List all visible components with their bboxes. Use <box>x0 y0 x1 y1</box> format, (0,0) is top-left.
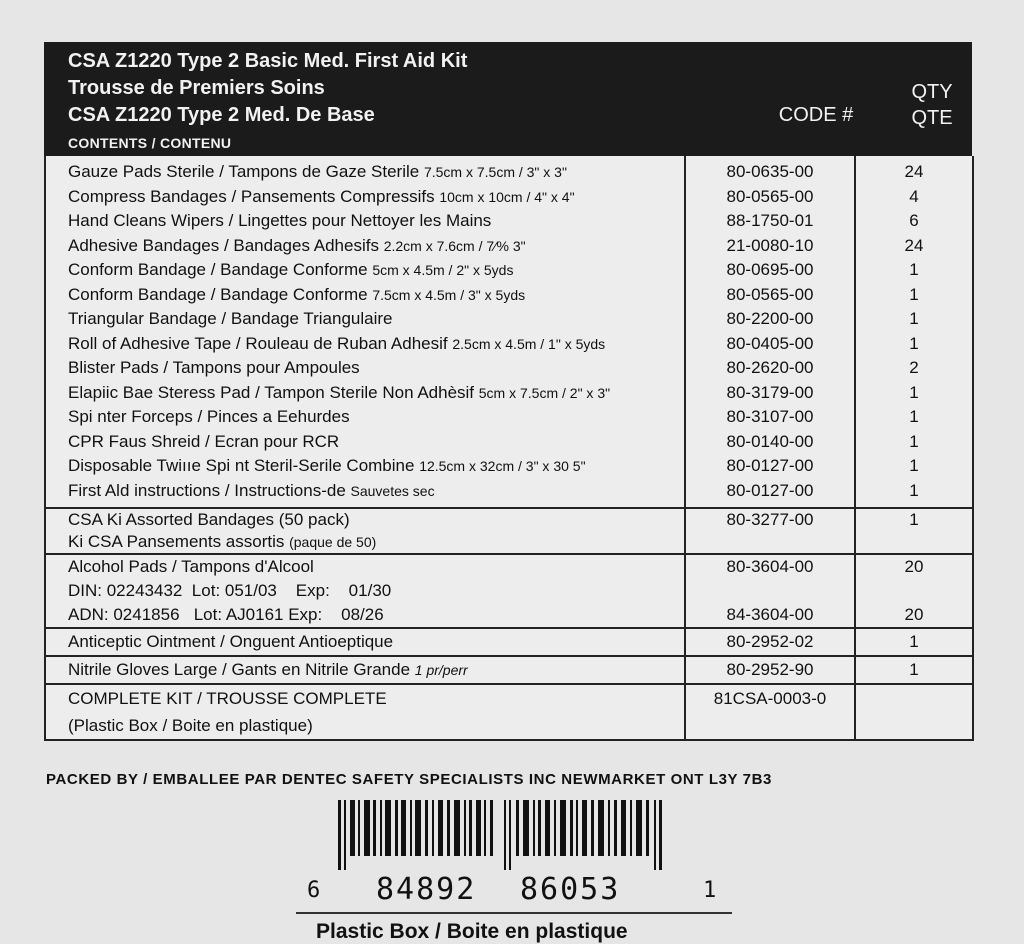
item-code: 80-0695-00 <box>726 260 814 279</box>
ointment-row <box>45 628 973 656</box>
main-items-group <box>45 156 973 508</box>
item-qty: 6 <box>909 211 919 230</box>
ointment-desc: Anticeptic Ointment / Onguent Antioeptique <box>68 632 394 651</box>
barcode <box>338 800 688 870</box>
divider <box>296 912 732 914</box>
item-qty: 1 <box>909 632 919 651</box>
complete-kit-box: (Plastic Box / Boite en plastique) <box>68 716 313 735</box>
alcohol-desc: Alcohol Pads / Tampons d'Alcool <box>68 557 314 576</box>
item-code: 80-0635-00 <box>726 162 814 181</box>
item-code: 80-2200-00 <box>726 309 814 328</box>
item-code: 80-0140-00 <box>726 431 814 451</box>
list-item: Blister Pads / Tampons pour Ampoules <box>68 358 360 377</box>
title-en: CSA Z1220 Type 2 Basic Med. First Aid Kit <box>68 50 468 72</box>
item-qty: 1 <box>909 456 919 475</box>
item-qty: 20 <box>904 605 924 624</box>
assorted-desc-en: CSA Ki Assorted Bandages (50 pack) <box>68 510 350 529</box>
item-code: 21-0080-10 <box>726 235 814 255</box>
item-code: 80-0565-00 <box>726 186 814 206</box>
main-items-desc-col <box>45 156 685 508</box>
barcode-digit-check: 1 <box>703 878 719 903</box>
item-code: 80-0127-00 <box>726 456 814 475</box>
item-qty: 24 <box>904 235 924 255</box>
table-header <box>44 42 972 156</box>
list-item: Spi nter Forceps / Pinces a Eehurdes <box>68 407 350 426</box>
barcode-digits-left: 84892 <box>376 872 477 907</box>
complete-kit-desc: COMPLETE KIT / TROUSSE COMPLETE <box>68 689 387 708</box>
item-code: 80-3179-00 <box>726 382 814 402</box>
assorted-bandages-row <box>45 508 973 554</box>
label-sheet <box>44 42 972 741</box>
item-qty: 1 <box>909 260 919 279</box>
list-item: First Ald instructions / Instructions-de Sauvetes sec <box>68 480 435 500</box>
list-item: CPR Faus Shreid / Ecran pour RCR <box>68 431 340 451</box>
item-code: 80-0405-00 <box>726 333 814 353</box>
list-item: Elapiic Bae Steress Pad / Tampon Sterile Non Adhèsif 5cm x 7.5cm / 2" x 3" <box>68 382 611 402</box>
item-code: 80-0565-00 <box>726 284 814 304</box>
list-item: Compress Bandages / Pansements Compressifs 10cm x 10cm / 4" x 4" <box>68 186 575 206</box>
item-qty: 4 <box>909 186 919 206</box>
item-code: 80-3604-00 <box>726 557 814 576</box>
title-fr: Trousse de Premiers Soins <box>68 77 325 99</box>
item-qty: 1 <box>909 510 919 529</box>
qty-header-en: QTY <box>911 81 953 103</box>
contents-label: CONTENTS / CONTENU <box>68 135 232 151</box>
code-header: CODE # <box>778 104 854 126</box>
qty-header-fr: QTE <box>911 107 953 129</box>
contents-table <box>44 156 974 741</box>
item-qty: 2 <box>909 358 919 377</box>
assorted-desc-fr: Ki CSA Pansements assortis (paque de 50) <box>68 532 377 551</box>
qty-header <box>892 79 972 131</box>
alcohol-pads-row <box>45 554 973 628</box>
item-qty: 1 <box>909 333 919 353</box>
item-qty: 20 <box>904 557 924 576</box>
item-qty: 24 <box>904 162 924 181</box>
item-code: 81CSA-0003-0 <box>713 689 827 708</box>
barcode-digit-start: 6 <box>307 878 323 903</box>
item-qty: 1 <box>909 407 919 426</box>
item-code: 84-3604-00 <box>726 605 814 624</box>
list-item: Adhesive Bandages / Bandages Adhesifs 2.2cm x 7.6cm / 7⁄% 3" <box>68 235 526 255</box>
gloves-desc: Nitrile Gloves Large / Gants en Nitrile Grande 1 pr/perr <box>68 660 468 679</box>
item-qty: 1 <box>909 480 919 500</box>
list-item: Triangular Bandage / Bandage Triangulaire <box>68 309 393 328</box>
item-code: 80-3277-00 <box>726 510 814 529</box>
complete-kit-row <box>45 684 973 740</box>
item-code: 80-2952-90 <box>726 660 814 679</box>
list-item: Gauze Pads Sterile / Tampons de Gaze Sterile 7.5cm x 7.5cm / 3" x 3" <box>68 162 567 181</box>
main-items-qty-col <box>855 156 973 508</box>
item-code: 80-3107-00 <box>726 407 814 426</box>
item-code: 80-2952-02 <box>726 632 814 651</box>
item-code: 80-2620-00 <box>726 358 814 377</box>
item-qty: 1 <box>909 284 919 304</box>
alcohol-din-lot: DIN: 02243432 Lot: 051/03 Exp: 01/30 <box>68 581 392 600</box>
barcode-digits-right: 86053 <box>520 872 621 907</box>
list-item: Disposable Twiııe Spi nt Steril-Serile Combine 12.5cm x 32cm / 3" x 30 5" <box>68 456 586 475</box>
item-code: 80-0127-00 <box>726 480 814 500</box>
item-qty: 1 <box>909 309 919 328</box>
packed-by-line: PACKED BY / EMBALLEE PAR DENTEC SAFETY SPECIALISTS INC NEWMARKET ONT L3Y 7B3 <box>46 771 772 788</box>
footer-label: Plastic Box / Boite en plastique <box>316 920 628 943</box>
main-items-code-col <box>685 156 855 508</box>
item-qty: 1 <box>909 660 919 679</box>
alcohol-adn-lot: ADN: 0241856 Lot: AJ0161 Exp: 08/26 <box>68 605 384 624</box>
item-qty: 1 <box>909 431 919 451</box>
item-qty: 1 <box>909 382 919 402</box>
list-item: Roll of Adhesive Tape / Rouleau de Ruban Adhesif 2.5cm x 4.5m / 1" x 5yds <box>68 333 606 353</box>
title-fr-type: CSA Z1220 Type 2 Med. De Base <box>68 104 375 126</box>
list-item: Hand Cleans Wipers / Lingettes pour Nettoyer les Mains <box>68 211 492 230</box>
list-item: Conform Bandage / Bandage Conforme 5cm x 4.5m / 2" x 5yds <box>68 260 514 279</box>
list-item: Conform Bandage / Bandage Conforme 7.5cm x 4.5m / 3" x 5yds <box>68 284 526 304</box>
item-code: 88-1750-01 <box>726 211 814 230</box>
gloves-row <box>45 656 973 684</box>
